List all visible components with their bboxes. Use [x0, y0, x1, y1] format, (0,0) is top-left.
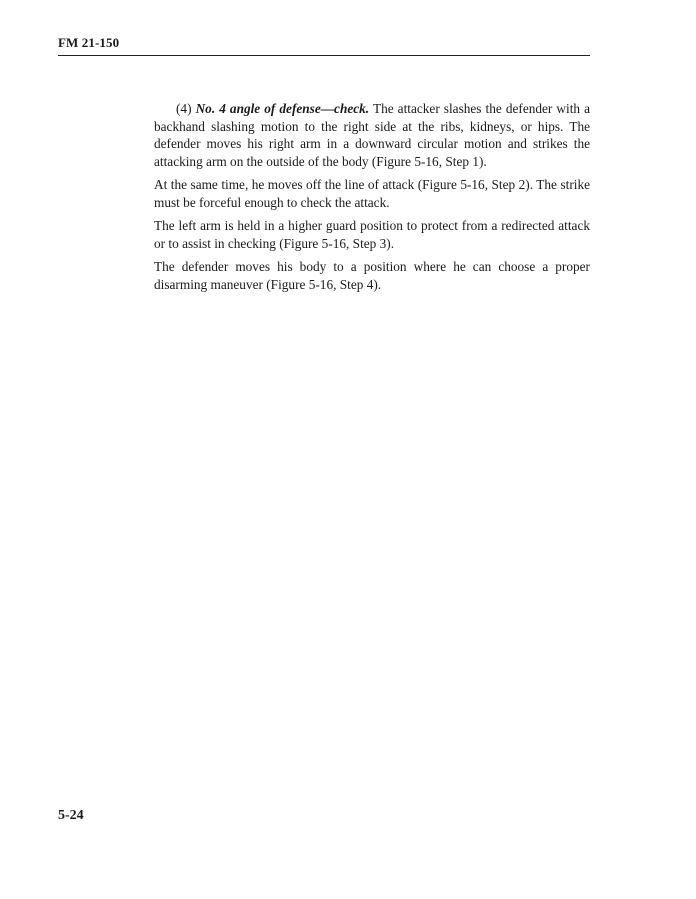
- paragraph-number: (4): [176, 101, 192, 116]
- paragraph-2: At the same time, he moves off the line of attack (Figure 5-16, Step 2). The strike must be forceful enough to check the attack.: [154, 177, 590, 210]
- running-header: [58, 34, 590, 56]
- paragraph-3: The left arm is held in a higher guard position to protect from a redirected attack or to assist in checking (Figure 5-16, Step 3).: [154, 218, 590, 251]
- body-text: [154, 100, 590, 299]
- paragraph-1-text: The attacker slashes the defender with a backhand slashing motion to the right side at the ribs, kidneys, or hips. The defender moves his right arm in a downward circular motion and strikes the attacking arm on the outside of the body (Figure 5-16, Step 1).: [154, 101, 591, 169]
- paragraph-4: The defender moves his body to a position where he can choose a proper disarming maneuver (Figure 5-16, Step 4).: [154, 259, 590, 292]
- document-title: FM 21-150: [58, 35, 120, 50]
- paragraph-heading: No. 4 angle of defense—check.: [195, 101, 370, 116]
- paragraph-1: [154, 100, 590, 170]
- page-number: 5-24: [58, 808, 84, 823]
